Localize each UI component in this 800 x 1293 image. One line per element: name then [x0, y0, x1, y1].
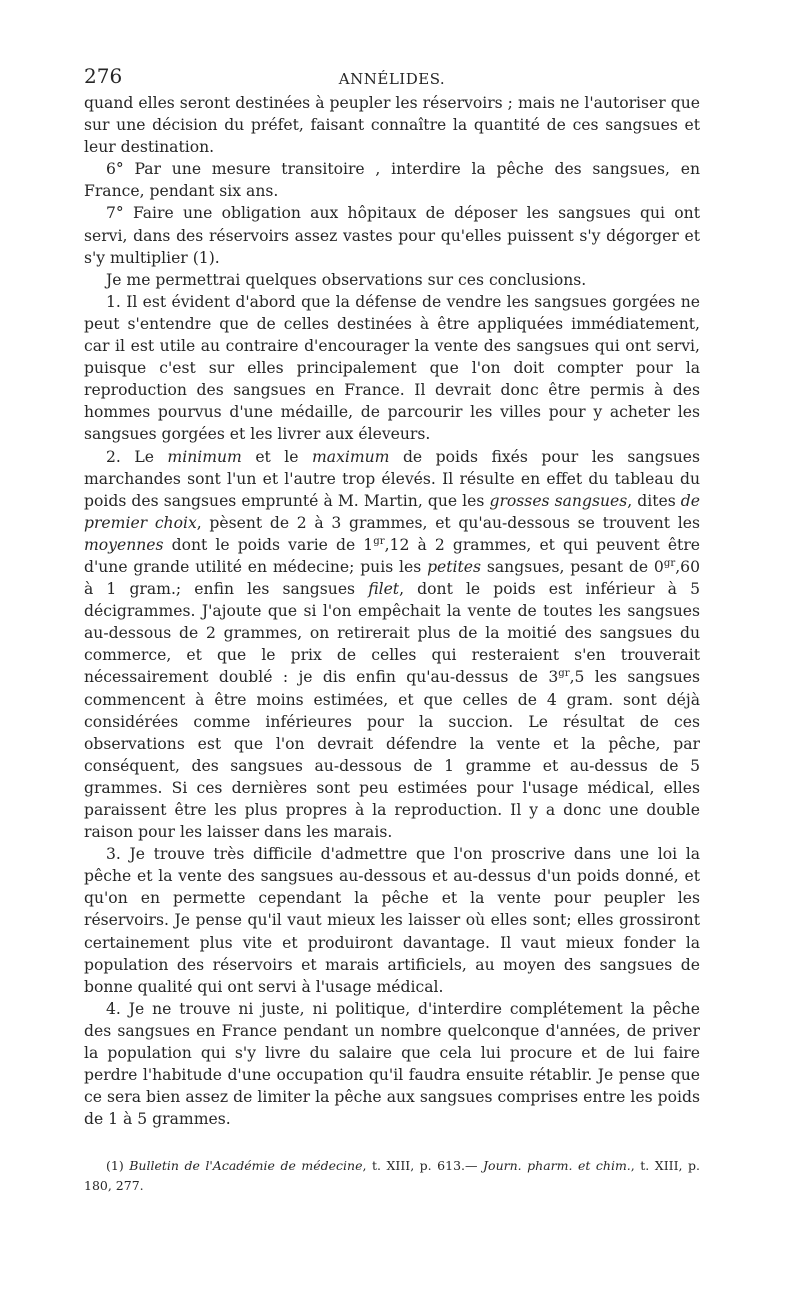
footnote-marker: (1)	[106, 1158, 130, 1174]
paragraph-item-6: 6° Par une mesure transitoire , interdire la pêche des sangsues, en France, pendant six ans.	[84, 160, 700, 201]
text-run: de poids fixés pour les sangsues marchandes sont l'un et l'autre trop élevés. Il résulte en effet du tableau du poids des sangsues emprunté à M. Martin, que les	[84, 447, 700, 510]
text-run: , pèsent de 2 à 3 grammes, et qu'au-dessous se trouvent les	[196, 513, 700, 532]
text-run: , dites	[627, 491, 681, 510]
paragraph-observation-3: 3. Je trouve très difficile d'admettre que l'on proscrive dans une loi la pêche et la vente des sangsues au-dessous et au-dessus d'un poids donné, et qu'on en permette cependant la pêche et la vente pour peupler les réservoirs. Je pense qu'il vaut mieux les laisser où elles sont; elles grossiront certainement plus vite et produiront davantage. Il vaut mieux fonder la population des réservoirs et marais artificiels, au moyen des sangsues de bonne qualité qui ont servi à l'usage médical.	[84, 845, 700, 996]
text-run: ,5 les sangsues commencent à être moins estimées, et que celles de 4 gram. sont déjà considérées comme inférieures pour la succion. Le résultat de ces observations est que l'on devrait défendre la vente et la pêche, par conséquent, des sangsues au-dessous de 1 gramme et au-dessus de 5 grammes. Si ces dernières sont peu estimées pour l'usage médical, elles paraissent être les plus propres à la reproduction. Il y a donc une double raison pour les laisser dans les marais.	[84, 668, 700, 842]
text-run: ,60 à 1 gram.; enfin les sangsues	[84, 557, 700, 599]
paragraph-observation-1: 1. Il est évident d'abord que la défense de vendre les sangsues gorgées ne peut s'entendre que de celles destinées à être appliquées immédiatement, car il est utile au contraire d'encourager la vente des sangsues qui ont servi, puisque c'est sur elles principalement que l'on doit compter pour la reproduction des sangsues en France. Il devrait donc être permis à des hommes pourvus d'une médaille, de parcourir les villes pour y acheter les sangsues gorgées et les livrer aux éleveurs.	[84, 292, 700, 444]
text-run: , dont le poids est inférieur à 5 décigrammes. J'ajoute que si l'on empêchait la vente de toutes les sangsues au-dessous de 2 grammes, on retirerait plus de la moitié des sangsues du commerce, et que le prix de celles qui resteraient s'en trouverait nécessairement doublé : je dis enfin qu'au-dessus de 3	[84, 580, 700, 687]
text-run: dont le poids varie de 1	[163, 535, 374, 554]
superscript-unit: gr	[558, 668, 570, 680]
italic-run: de premier choix	[84, 491, 700, 532]
page	[84, 62, 700, 1196]
footnote-source-bulletin: Bulletin de l'Académie de médecine	[129, 1158, 363, 1174]
text-run: ,12 à 2 grammes, et qui peuvent être d'une grande utilité en médecine; puis les	[84, 535, 700, 576]
footnote	[84, 1156, 700, 1196]
italic-run: moyennes	[84, 535, 164, 554]
paragraph-observation-4: 4. Je ne trouve ni juste, ni politique, d'interdire complétement la pêche des sangsues en France pendant un nombre quelconque d'années, de priver la population qui s'y livre du salaire que cela lui procure et de lui faire perdre l'habitude d'une occupation qu'il faudra ensuite rétablir. Je pense que ce sera bien assez de limiter la pêche aux sangsues comprises entre les poids de 1 à 5 grammes.	[84, 999, 700, 1129]
italic-run: filet	[368, 580, 400, 599]
footnote-text: , t. XIII, p. 180, 277.	[84, 1158, 700, 1194]
page-number: 276	[84, 64, 123, 88]
italic-run: petites	[427, 557, 482, 576]
footnote-text: , t. XIII, p. 613.—	[362, 1158, 484, 1174]
text-run: 2. Le	[106, 447, 168, 466]
superscript-unit: gr	[373, 535, 385, 547]
text-run: sangsues, pesant de 0	[481, 557, 664, 576]
page-header	[84, 62, 700, 92]
paragraph-intro-observations: Je me permettrai quelques observations sur ces conclusions.	[106, 270, 587, 289]
running-title: ANNÉLIDES.	[338, 70, 446, 88]
paragraph-item-7: 7° Faire une obligation aux hôpitaux de déposer les sangsues qui ont servi, dans des réservoirs assez vastes pour qu'elles puissent s'y dégorger et s'y multiplier (1).	[84, 204, 700, 267]
italic-run: minimum	[167, 447, 242, 466]
body-text	[84, 92, 700, 1130]
paragraph-continuation: quand elles seront destinées à peupler les réservoirs ; mais ne l'autoriser que sur une décision du préfet, faisant connaître la quantité de ces sangsues et leur destination.	[84, 94, 700, 157]
italic-run: maximum	[311, 447, 390, 466]
text-run: et le	[241, 447, 312, 466]
footnote-source-journal: Journ. pharm. et chim.	[483, 1158, 631, 1174]
superscript-unit: gr	[663, 557, 676, 569]
italic-run: grosses sangsues	[489, 491, 628, 510]
paragraph-observation-2	[84, 446, 700, 844]
